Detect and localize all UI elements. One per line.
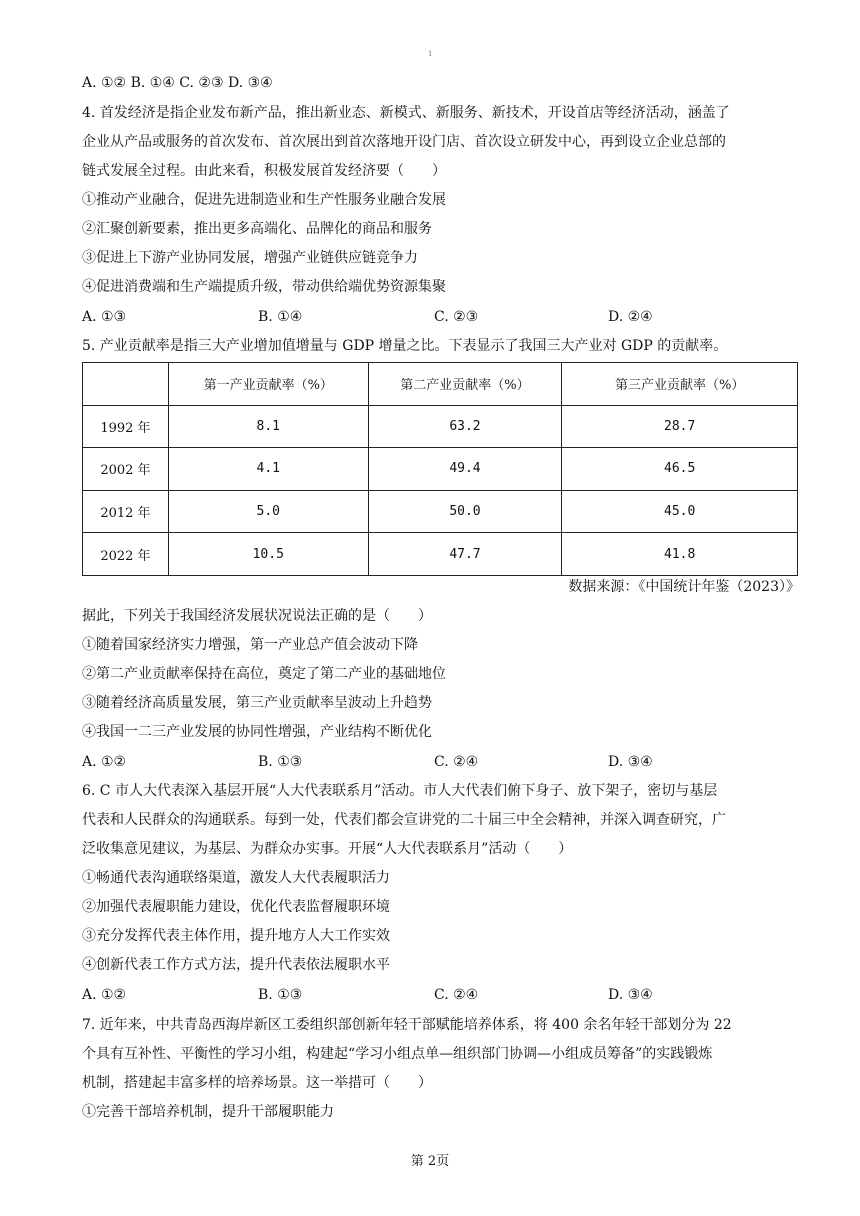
q7-stem-line-3: 机制，搭建起丰富多样的培养场景。这一举措可（ ） — [82, 1075, 432, 1091]
q4-stem-line-1: 4. 首发经济是指企业发布新产品，推出新业态、新模式、新服务、新技术，开设首店等经济活动，涵盖了 — [82, 105, 730, 121]
table-cell-year: 1992 年 — [83, 405, 169, 448]
q6-item-2: ②加强代表履职能力建设，优化代表监督履职环境 — [82, 899, 390, 915]
q6-option-c: C. ②④ — [434, 987, 479, 1003]
q5-stem: 5. 产业贡献率是指三大产业增加值增量与 GDP 增量之比。下表显示了我国三大产业对 GDP 的贡献率。 — [82, 338, 728, 354]
table-cell: 63.2 — [368, 405, 562, 448]
table-cell: 49.4 — [368, 448, 562, 491]
table-header-cell: 第三产业贡献率（%） — [562, 363, 798, 406]
q6-option-a: A. ①② — [82, 987, 127, 1003]
table-header-cell: 第一产业贡献率（%） — [168, 363, 368, 406]
page-top-mark: 1 — [428, 50, 433, 58]
q7-stem-line-1: 7. 近年来，中共青岛西海岸新区工委组织部创新年轻干部赋能培养体系，将 400 余名年轻干部划分为 22 — [82, 1017, 732, 1033]
q6-stem-line-1: 6. C 市人大代表深入基层开展“人大代表联系月”活动。市人大代表们俯下身子、放下架子，密切与基层 — [82, 783, 718, 799]
table-row — [83, 533, 798, 576]
table-header-row — [83, 363, 798, 406]
table-cell: 10.5 — [168, 533, 368, 576]
q5-question: 据此，下列关于我国经济发展状况说法正确的是（ ） — [82, 608, 432, 624]
table-cell-year: 2002 年 — [83, 448, 169, 491]
table-cell: 45.0 — [562, 490, 798, 533]
table-row — [83, 448, 798, 491]
table-row — [83, 490, 798, 533]
q6-stem-line-3: 泛收集意见建议，为基层、为群众办实事。开展“人大代表联系月”活动（ ） — [82, 841, 573, 857]
q5-item-4: ④我国一二三产业发展的协同性增强，产业结构不断优化 — [82, 724, 432, 740]
q5-option-c: C. ②④ — [434, 754, 479, 770]
table-cell: 41.8 — [562, 533, 798, 576]
table-cell: 4.1 — [168, 448, 368, 491]
q4-option-a: A. ①③ — [82, 309, 127, 325]
q4-option-b: B. ①④ — [258, 309, 303, 325]
q6-item-4: ④创新代表工作方式方法，提升代表依法履职水平 — [82, 957, 390, 973]
table-cell: 50.0 — [368, 490, 562, 533]
q5-item-1: ①随着国家经济实力增强，第一产业总产值会波动下降 — [82, 637, 418, 653]
q6-option-d: D. ③④ — [608, 987, 653, 1003]
q6-item-1: ①畅通代表沟通联络渠道，激发人大代表履职活力 — [82, 870, 390, 886]
q5-option-a: A. ①② — [82, 754, 127, 770]
q4-item-4: ④促进消费端和生产端提质升级，带动供给端优势资源集聚 — [82, 279, 446, 295]
q4-item-3: ③促进上下游产业协同发展，增强产业链供应链竞争力 — [82, 250, 418, 266]
q4-item-1: ①推动产业融合，促进先进制造业和生产性服务业融合发展 — [82, 192, 446, 208]
page-number: 第 2页 — [410, 1154, 450, 1169]
q4-stem-line-3: 链式发展全过程。由此来看，积极发展首发经济要（ ） — [82, 163, 446, 179]
table-cell-year: 2012 年 — [83, 490, 169, 533]
q5-item-3: ③随着经济高质量发展，第三产业贡献率呈波动上升趋势 — [82, 695, 432, 711]
table-cell: 8.1 — [168, 405, 368, 448]
q3-options: A. ①② B. ①④ C. ②③ D. ③④ — [82, 75, 273, 91]
q5-option-b: B. ①③ — [258, 754, 303, 770]
q4-option-d: D. ②④ — [608, 309, 653, 325]
q6-options — [82, 985, 782, 1005]
q7-item-1: ①完善干部培养机制，提升干部履职能力 — [82, 1104, 334, 1120]
q6-option-b: B. ①③ — [258, 987, 303, 1003]
table-cell: 46.5 — [562, 448, 798, 491]
q4-item-2: ②汇聚创新要素，推出更多高端化、品牌化的商品和服务 — [82, 221, 432, 237]
table-cell: 47.7 — [368, 533, 562, 576]
table-header-cell: 第二产业贡献率（%） — [368, 363, 562, 406]
q4-option-c: C. ②③ — [434, 309, 479, 325]
table-header-cell — [83, 363, 169, 406]
q5-options — [82, 752, 782, 772]
q6-stem-line-2: 代表和人民群众的沟通联系。每到一处，代表们都会宣讲党的二十届三中全会精神，并深入调查研究，广 — [82, 812, 726, 828]
q7-stem-line-2: 个具有互补性、平衡性的学习小组，构建起“学习小组点单—组织部门协调—小组成员筹备”的实践锻炼 — [82, 1046, 713, 1062]
table-row — [83, 405, 798, 448]
q4-stem-line-2: 企业从产品或服务的首次发布、首次展出到首次落地开设门店、首次设立研发中心，再到设立企业总部的 — [82, 134, 726, 150]
table-cell: 5.0 — [168, 490, 368, 533]
table-cell-year: 2022 年 — [83, 533, 169, 576]
table-cell: 28.7 — [562, 405, 798, 448]
q5-item-2: ②第二产业贡献率保持在高位，奠定了第二产业的基础地位 — [82, 666, 446, 682]
q5-option-d: D. ③④ — [608, 754, 653, 770]
q6-item-3: ③充分发挥代表主体作用，提升地方人大工作实效 — [82, 928, 390, 944]
q4-options — [82, 307, 782, 327]
contribution-table — [82, 362, 798, 576]
table-source: 数据来源：《中国统计年鉴（2023）》 — [568, 579, 800, 595]
